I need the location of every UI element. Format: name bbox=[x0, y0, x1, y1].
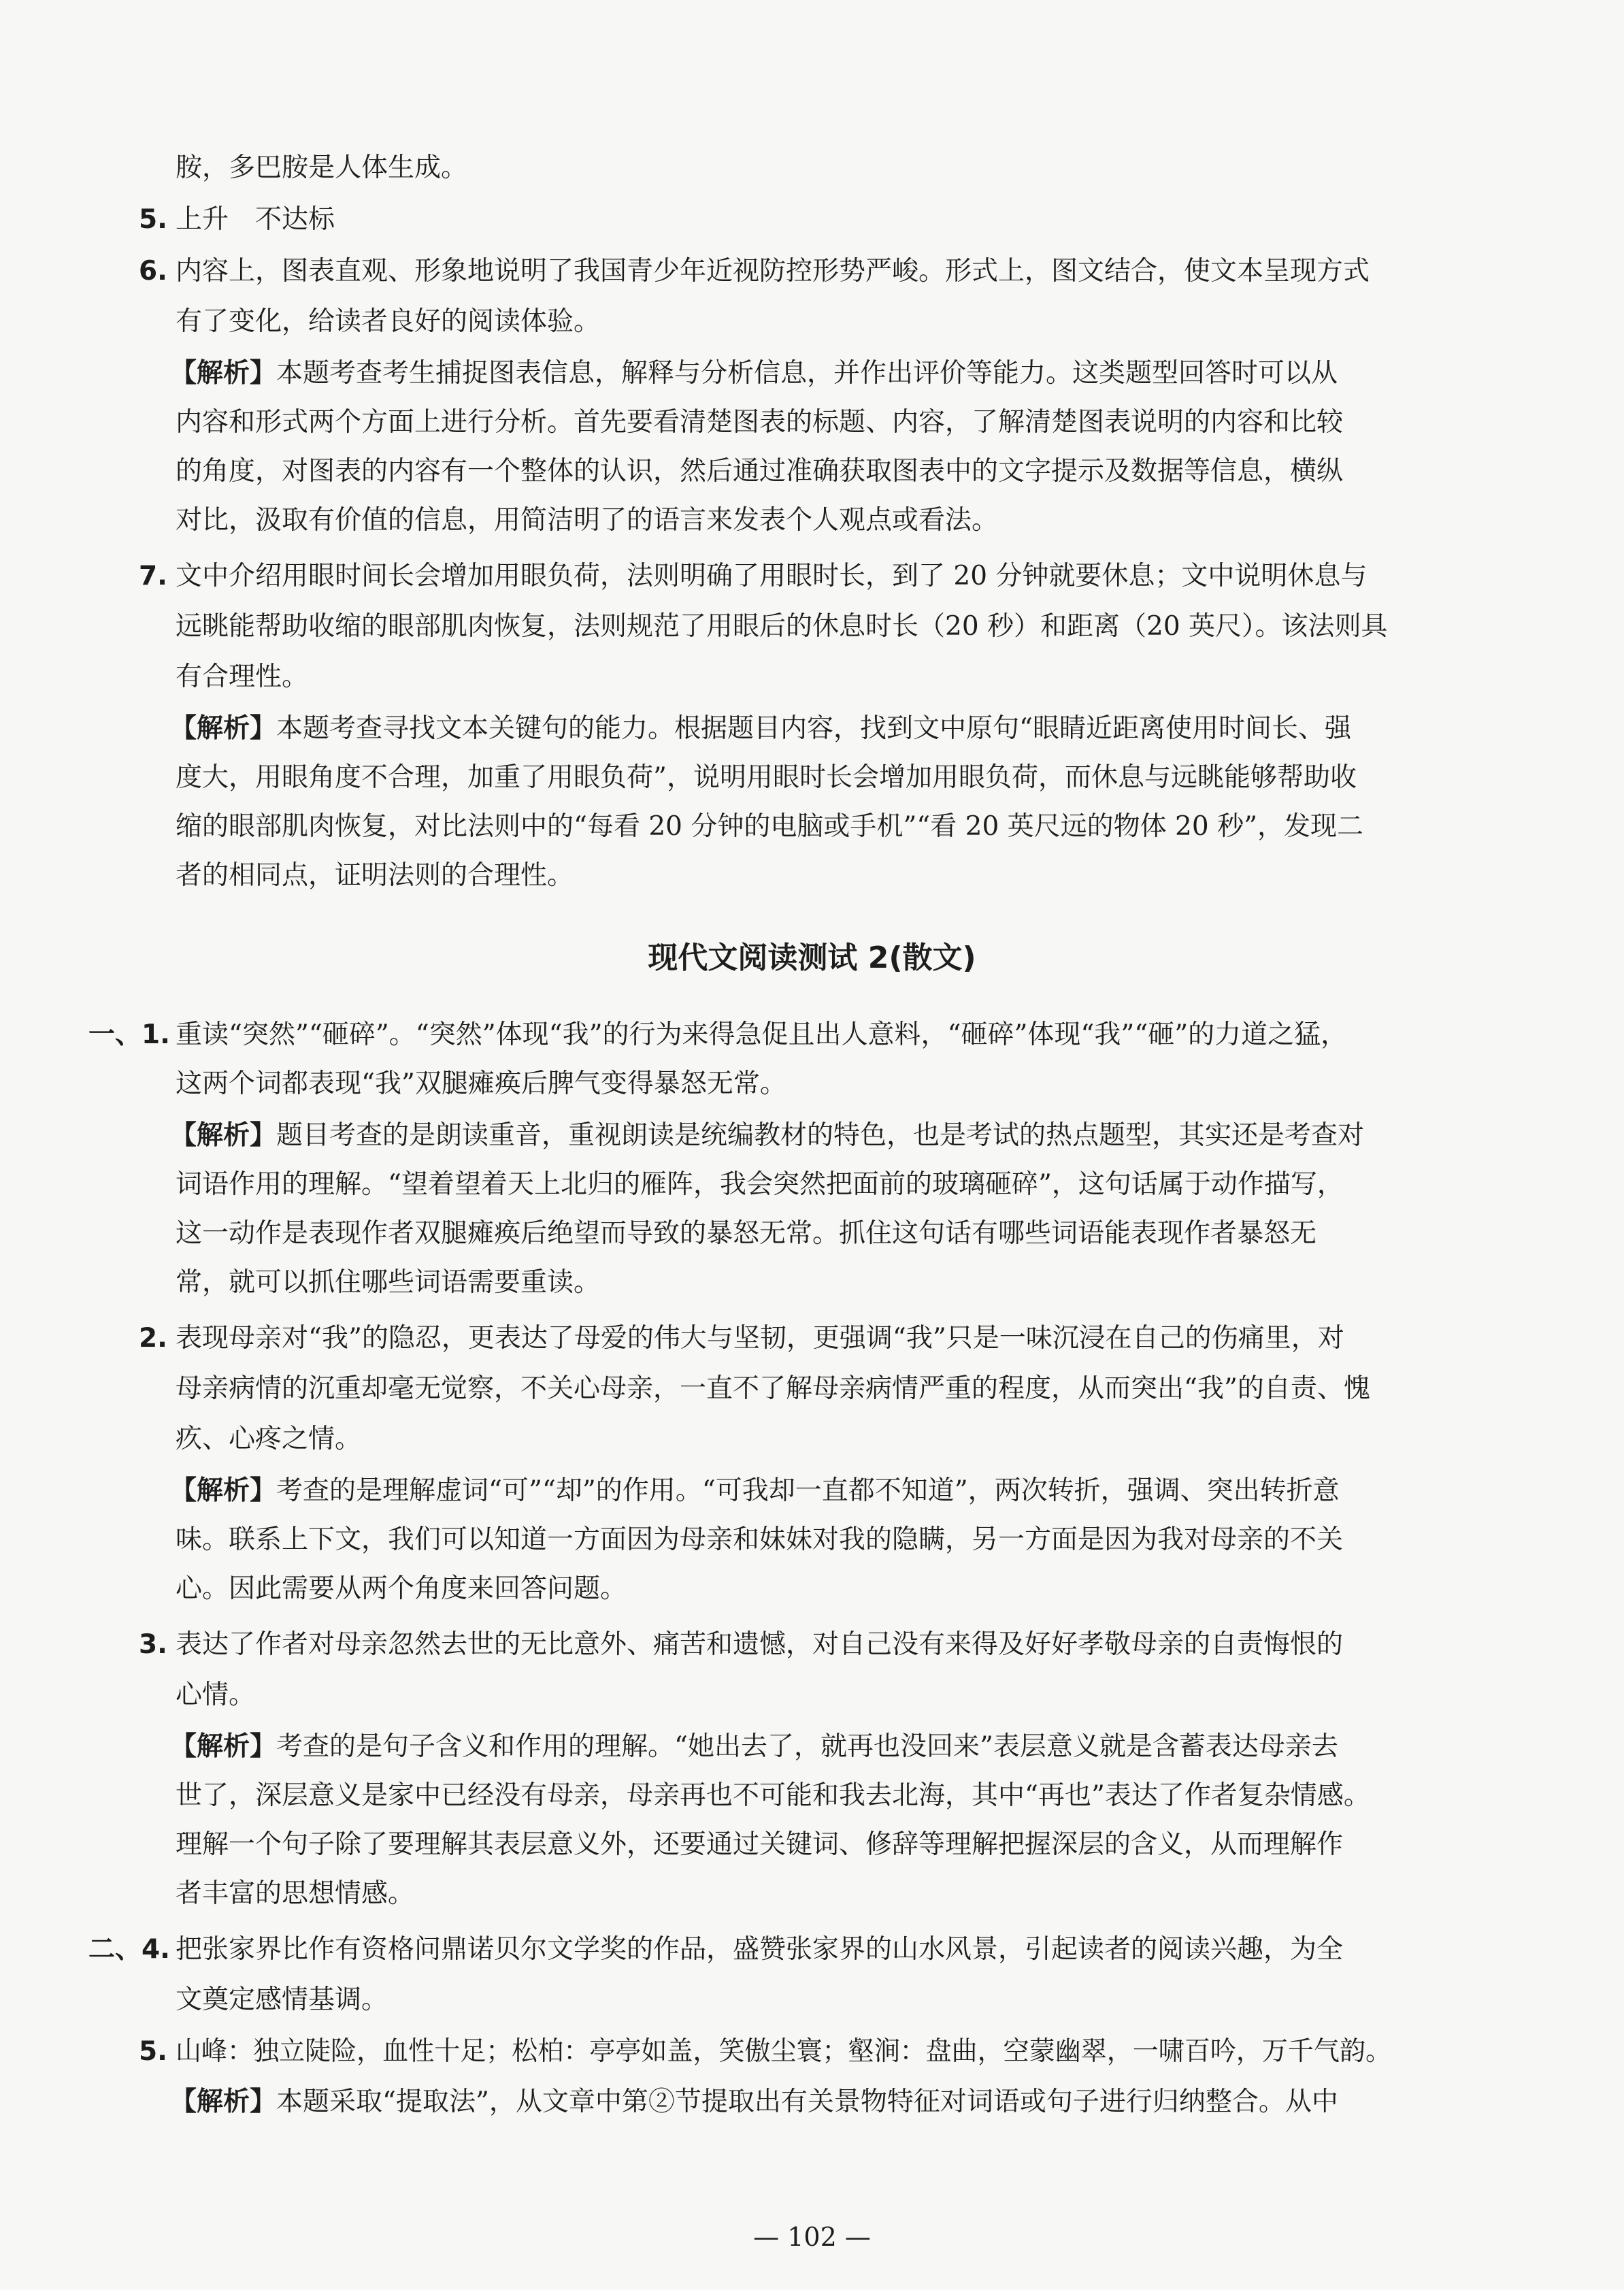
line-text: 远眺能帮助收缩的眼部肌肉恢复，法则规范了用眼后的休息时长（20 秒）和距离（20 英尺）。该法则具 bbox=[176, 611, 1388, 642]
question-number: 二、4. bbox=[88, 1934, 170, 1965]
line-text: 把张家界比作有资格问鼎诺贝尔文学奖的作品，盛赞张家界的山水风景，引起读者的阅读兴趣，为全 bbox=[176, 1934, 1344, 1965]
question-number: 5. bbox=[139, 204, 167, 235]
line-text: 对比，汲取有价值的信息，用简洁明了的语言来发表个人观点或看法。 bbox=[176, 505, 999, 536]
line-text: 理解一个句子除了要理解其表层意义外，还要通过关键词、修辞等理解把握深层的含义，从而理解作 bbox=[176, 1829, 1344, 1860]
line-text: 文中介绍用眼时间长会增加用眼负荷，法则明确了用眼时长，到了 20 分钟就要休息；文中说明休息与 bbox=[176, 561, 1368, 591]
line-text: 的角度，对图表的内容有一个整体的认识，然后通过准确获取图表中的文字提示及数据等信息，横纵 bbox=[176, 456, 1344, 487]
line-text: 母亲病情的沉重却毫无觉察，不关心母亲，一直不了解母亲病情严重的程度，从而突出“我”的自责、愧 bbox=[176, 1373, 1370, 1404]
line-text: 有了变化，给读者良好的阅读体验。 bbox=[176, 306, 601, 337]
line-text: 常，就可以抓住哪些词语需要重读。 bbox=[176, 1267, 601, 1298]
line-text: 本题考查寻找文本关键句的能力。根据题目内容，找到文中原句“眼睛近距离使用时间长、强 bbox=[276, 713, 1351, 744]
line-text: 文奠定感情基调。 bbox=[176, 1984, 388, 2015]
line-text: 表达了作者对母亲忽然去世的无比意外、痛苦和遗憾，对自己没有来得及好好孝敬母亲的自责悔恨的 bbox=[176, 1629, 1344, 1660]
question-number: 6. bbox=[139, 256, 167, 287]
question-number: 7. bbox=[139, 561, 167, 591]
section-title: 现代文阅读测试 2(散文) bbox=[648, 940, 976, 975]
line-text: 题目考查的是朗读重音，重视朗读是统编教材的特色，也是考试的热点题型，其实还是考查对 bbox=[276, 1120, 1365, 1151]
analysis-tag: 【解析】 bbox=[170, 1475, 277, 1506]
line-text: 缩的眼部肌肉恢复，对比法则中的“每看 20 分钟的电脑或手机”“看 20 英尺远的物体 20 秒”，发现二 bbox=[176, 811, 1364, 842]
line-text: 心情。 bbox=[176, 1680, 256, 1710]
line-text: 心。因此需要从两个角度来回答问题。 bbox=[176, 1573, 627, 1604]
line-text: 疚、心疼之情。 bbox=[176, 1424, 362, 1454]
line-text: 味。联系上下文，我们可以知道一方面因为母亲和妹妹对我的隐瞒，另一方面是因为我对母亲的不关 bbox=[176, 1524, 1344, 1555]
line-text: 表现母亲对“我”的隐忍，更表达了母爱的伟大与坚韧，更强调“我”只是一味沉浸在自己的伤痛里，对 bbox=[176, 1323, 1344, 1354]
line-text: 上升 不达标 bbox=[176, 204, 335, 235]
analysis-tag: 【解析】 bbox=[170, 2087, 277, 2117]
line-text: 山峰：独立陡险，血性十足；松柏：亭亭如盖，笑傲尘寰；壑涧：盘曲，空蒙幽翠，一啸百吟，万千气韵。 bbox=[176, 2036, 1392, 2067]
analysis-tag: 【解析】 bbox=[170, 358, 277, 389]
line-text: 考查的是句子含义和作用的理解。“她出去了，就再也没回来”表层意义就是含蓄表达母亲去 bbox=[276, 1731, 1338, 1762]
analysis-tag: 【解析】 bbox=[170, 713, 277, 744]
analysis-tag: 【解析】 bbox=[170, 1731, 277, 1762]
line-text: 这一动作是表现作者双腿瘫痪后绝望而导致的暴怒无常。抓住这句话有哪些词语能表现作者暴怒无 bbox=[176, 1218, 1317, 1249]
line-text: 本题采取“提取法”，从文章中第②节提取出有关景物特征对词语或句子进行归纳整合。从中 bbox=[276, 2087, 1338, 2117]
line-text: 度大，用眼角度不合理，加重了用眼负荷”，说明用眼时长会增加用眼负荷，而休息与远眺能够帮助收 bbox=[176, 762, 1357, 793]
analysis-tag: 【解析】 bbox=[170, 1120, 277, 1151]
line-text: 有合理性。 bbox=[176, 661, 309, 692]
line-text: 内容上，图表直观、形象地说明了我国青少年近视防控形势严峻。形式上，图文结合，使文本呈现方式 bbox=[176, 256, 1370, 287]
line-text: 重读“突然”“砸碎”。“突然”体现“我”的行为来得急促且出人意料，“砸碎”体现“我”“砸”的力道之猛， bbox=[176, 1019, 1348, 1050]
line-text: 胺，多巴胺是人体生成。 bbox=[176, 152, 468, 183]
page-number: — 102 — bbox=[753, 2222, 871, 2252]
line-text: 这两个词都表现“我”双腿瘫痪后脾气变得暴怒无常。 bbox=[176, 1068, 786, 1099]
line-text: 考查的是理解虚词“可”“却”的作用。“可我却一直都不知道”，两次转折，强调、突出转折意 bbox=[276, 1475, 1340, 1506]
question-number: 5. bbox=[139, 2036, 167, 2067]
question-number: 一、1. bbox=[88, 1019, 170, 1050]
line-text: 世了，深层意义是家中已经没有母亲，母亲再也不可能和我去北海，其中“再也”表达了作者复杂情感。 bbox=[176, 1780, 1370, 1811]
line-text: 者丰富的思想情感。 bbox=[176, 1878, 415, 1909]
line-text: 本题考查考生捕捉图表信息，解释与分析信息，并作出评价等能力。这类题型回答时可以从 bbox=[276, 358, 1338, 389]
line-text: 者的相同点，证明法则的合理性。 bbox=[176, 860, 574, 891]
line-text: 词语作用的理解。“望着望着天上北归的雁阵，我会突然把面前的玻璃砸碎”，这句话属于动作描写， bbox=[176, 1169, 1344, 1200]
question-number: 3. bbox=[139, 1629, 167, 1660]
line-text: 内容和形式两个方面上进行分析。首先要看清楚图表的标题、内容，了解清楚图表说明的内容和比较 bbox=[176, 407, 1344, 438]
question-number: 2. bbox=[139, 1323, 167, 1354]
